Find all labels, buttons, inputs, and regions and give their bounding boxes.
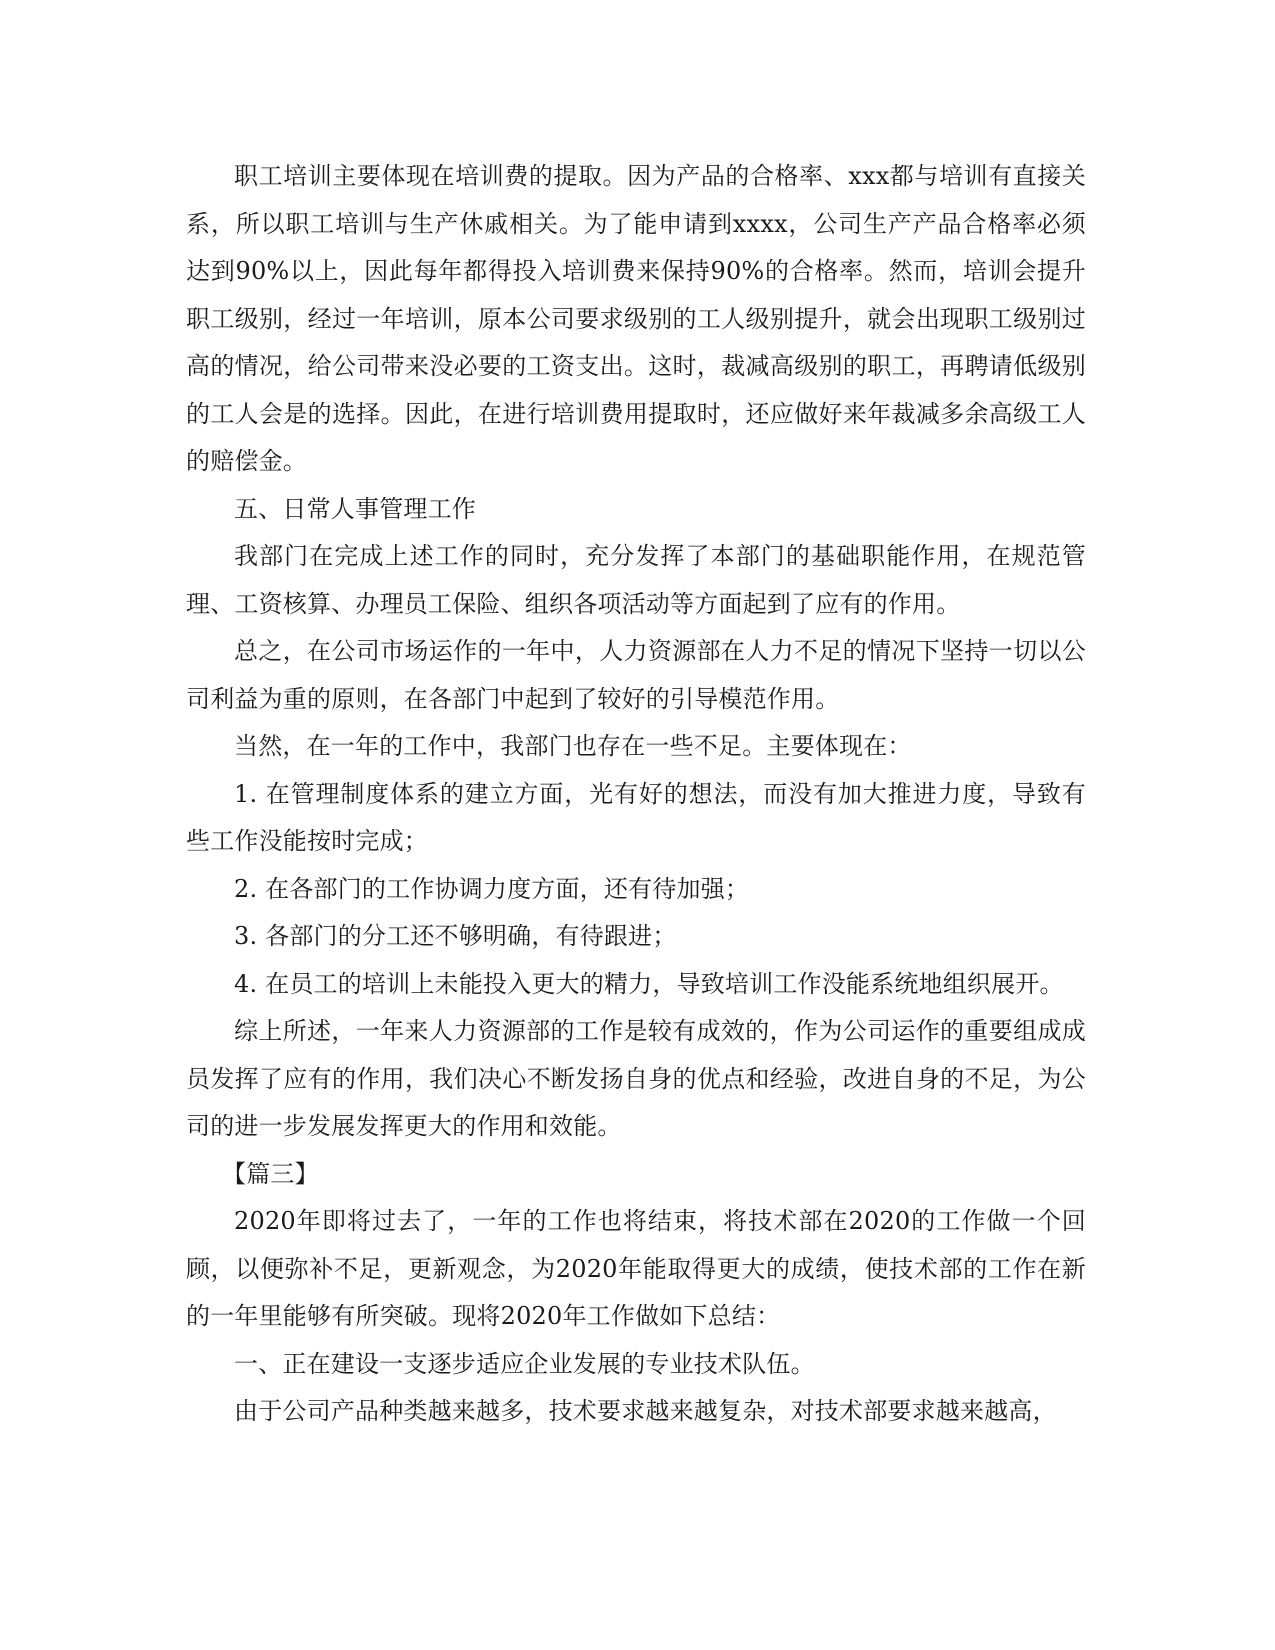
list-item-4: 4. 在员工的培训上未能投入更大的精力，导致培训工作没能系统地组织展开。 <box>234 969 1064 998</box>
paragraph-tech-dept-intro: 2020年即将过去了，一年的工作也将结束，将技术部在2020的工作做一个回顾，以便弥补不足，更新观念，为2020年能取得更大的成绩，使技术部的工作在新的一年里能够有所突破。现将2020年工作做如下总结： <box>186 1207 1086 1330</box>
heading-daily-hr-management: 五、日常人事管理工作 <box>234 494 476 523</box>
heading-tech-team: 一、正在建设一支逐步适应企业发展的专业技术队伍。 <box>234 1349 815 1378</box>
paragraph-summary: 总之，在公司市场运作的一年中，人力资源部在人力不足的情况下坚持一切以公司利益为重的原则，在各部门中起到了较好的引导模范作用。 <box>186 637 1086 713</box>
paragraph-product-variety: 由于公司产品种类越来越多，技术要求越来越复杂，对技术部要求越来越高， <box>234 1397 1057 1425</box>
document-body <box>186 153 1086 1436</box>
list-item-3: 3. 各部门的分工还不够明确，有待跟进； <box>234 922 677 950</box>
paragraph-conclusion: 综上所述，一年来人力资源部的工作是较有成效的，作为公司运作的重要组成成员发挥了应有的作用，我们决心不断发扬自身的优点和经验，改进自身的不足，为公司的进一步发展发挥更大的作用和效能。 <box>186 1017 1086 1140</box>
paragraph-shortcomings-intro: 当然，在一年的工作中，我部门也存在一些不足。主要体现在： <box>234 732 912 760</box>
list-item-2: 2. 在各部门的工作协调力度方面，还有待加强； <box>234 874 750 903</box>
list-item-1: 1. 在管理制度体系的建立方面，光有好的想法，而没有加大推进力度，导致有些工作没能按时完成； <box>186 779 1086 855</box>
paragraph-basic-functions: 我部门在完成上述工作的同时，充分发挥了本部门的基础职能作用，在规范管理、工资核算、办理员工保险、组织各项活动等方面起到了应有的作用。 <box>186 542 1086 618</box>
section-marker-part-three: 【篇三】 <box>222 1159 319 1188</box>
paragraph-training-cost: 职工培训主要体现在培训费的提取。因为产品的合格率、xxx都与培训有直接关系，所以职工培训与生产休戚相关。为了能申请到xxxx，公司生产产品合格率必须达到90%以上，因此每年都得投入培训费来保持90%的合格率。然而，培训会提升职工级别，经过一年培训，原本公司要求级别的工人级别提升，就会出现职工级别过高的情况，给公司带来没必要的工资支出。这时，裁减高级别的职工，再聘请低级别的工人会是的选择。因此，在进行培训费用提取时，还应做好来年裁减多余高级工人的赔偿金。 <box>186 162 1086 475</box>
